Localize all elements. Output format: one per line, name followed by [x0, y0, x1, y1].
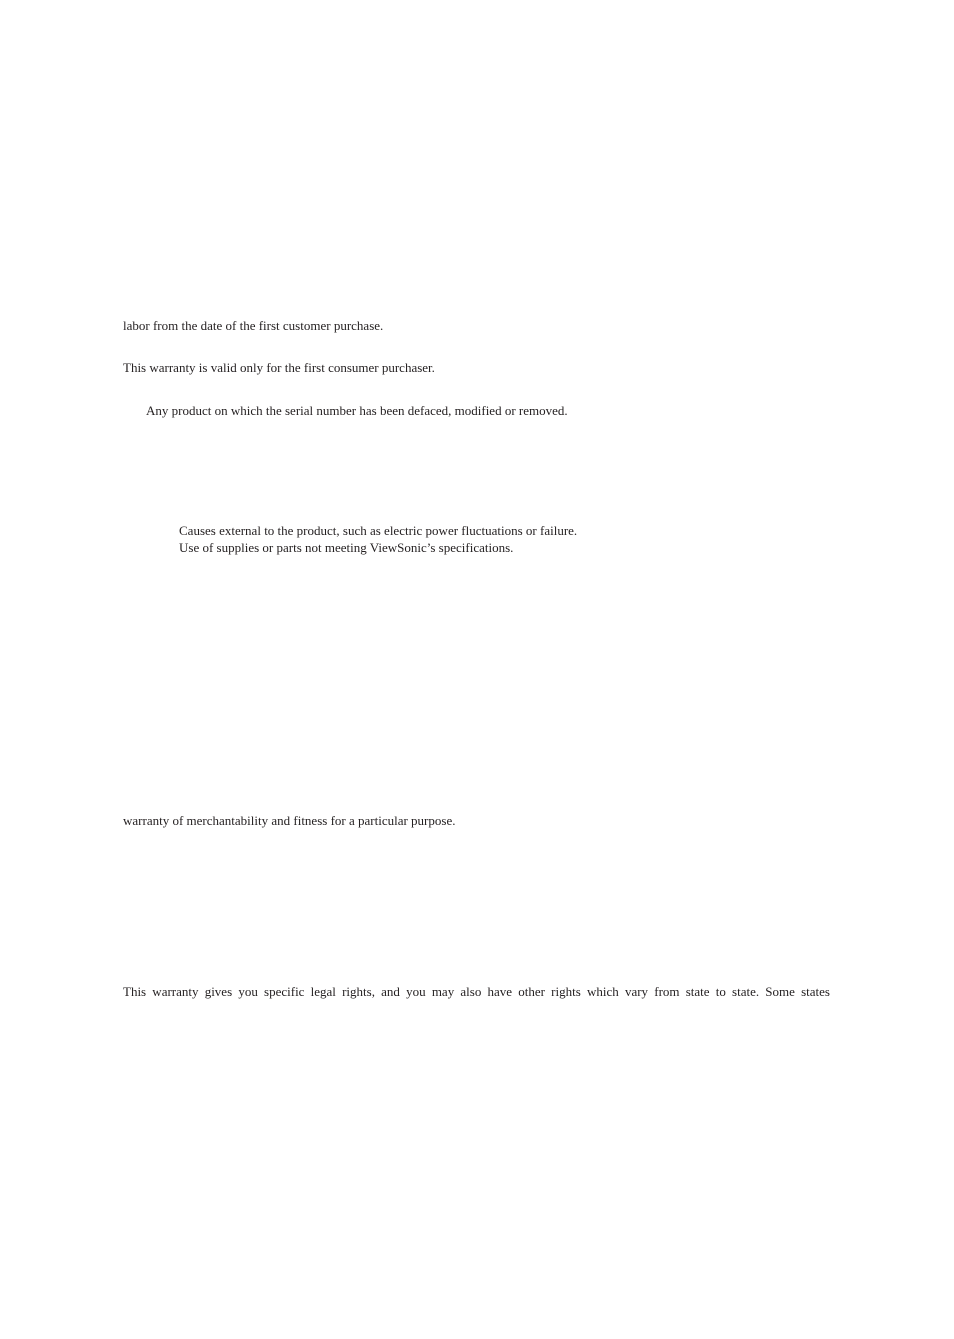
warranty-coverage-text: labor from the date of the first customer purchase. [123, 318, 384, 333]
exclusion-external-causes-text: Causes external to the product, such as electric power fluctuations or failure. [179, 523, 578, 538]
legal-rights-text: This warranty gives you specific legal rights, and you may also have other rights which vary from state to state. Some states [123, 984, 830, 999]
exclusion-serial-number-text: Any product on which the serial number has been defaced, modified or removed. [146, 403, 568, 418]
implied-warranty-text: warranty of merchantability and fitness for a particular purpose. [123, 813, 456, 828]
exclusion-supplies-text: Use of supplies or parts not meeting ViewSonic’s specifications. [179, 540, 514, 555]
warranty-validity-text: This warranty is valid only for the first consumer purchaser. [123, 360, 435, 375]
